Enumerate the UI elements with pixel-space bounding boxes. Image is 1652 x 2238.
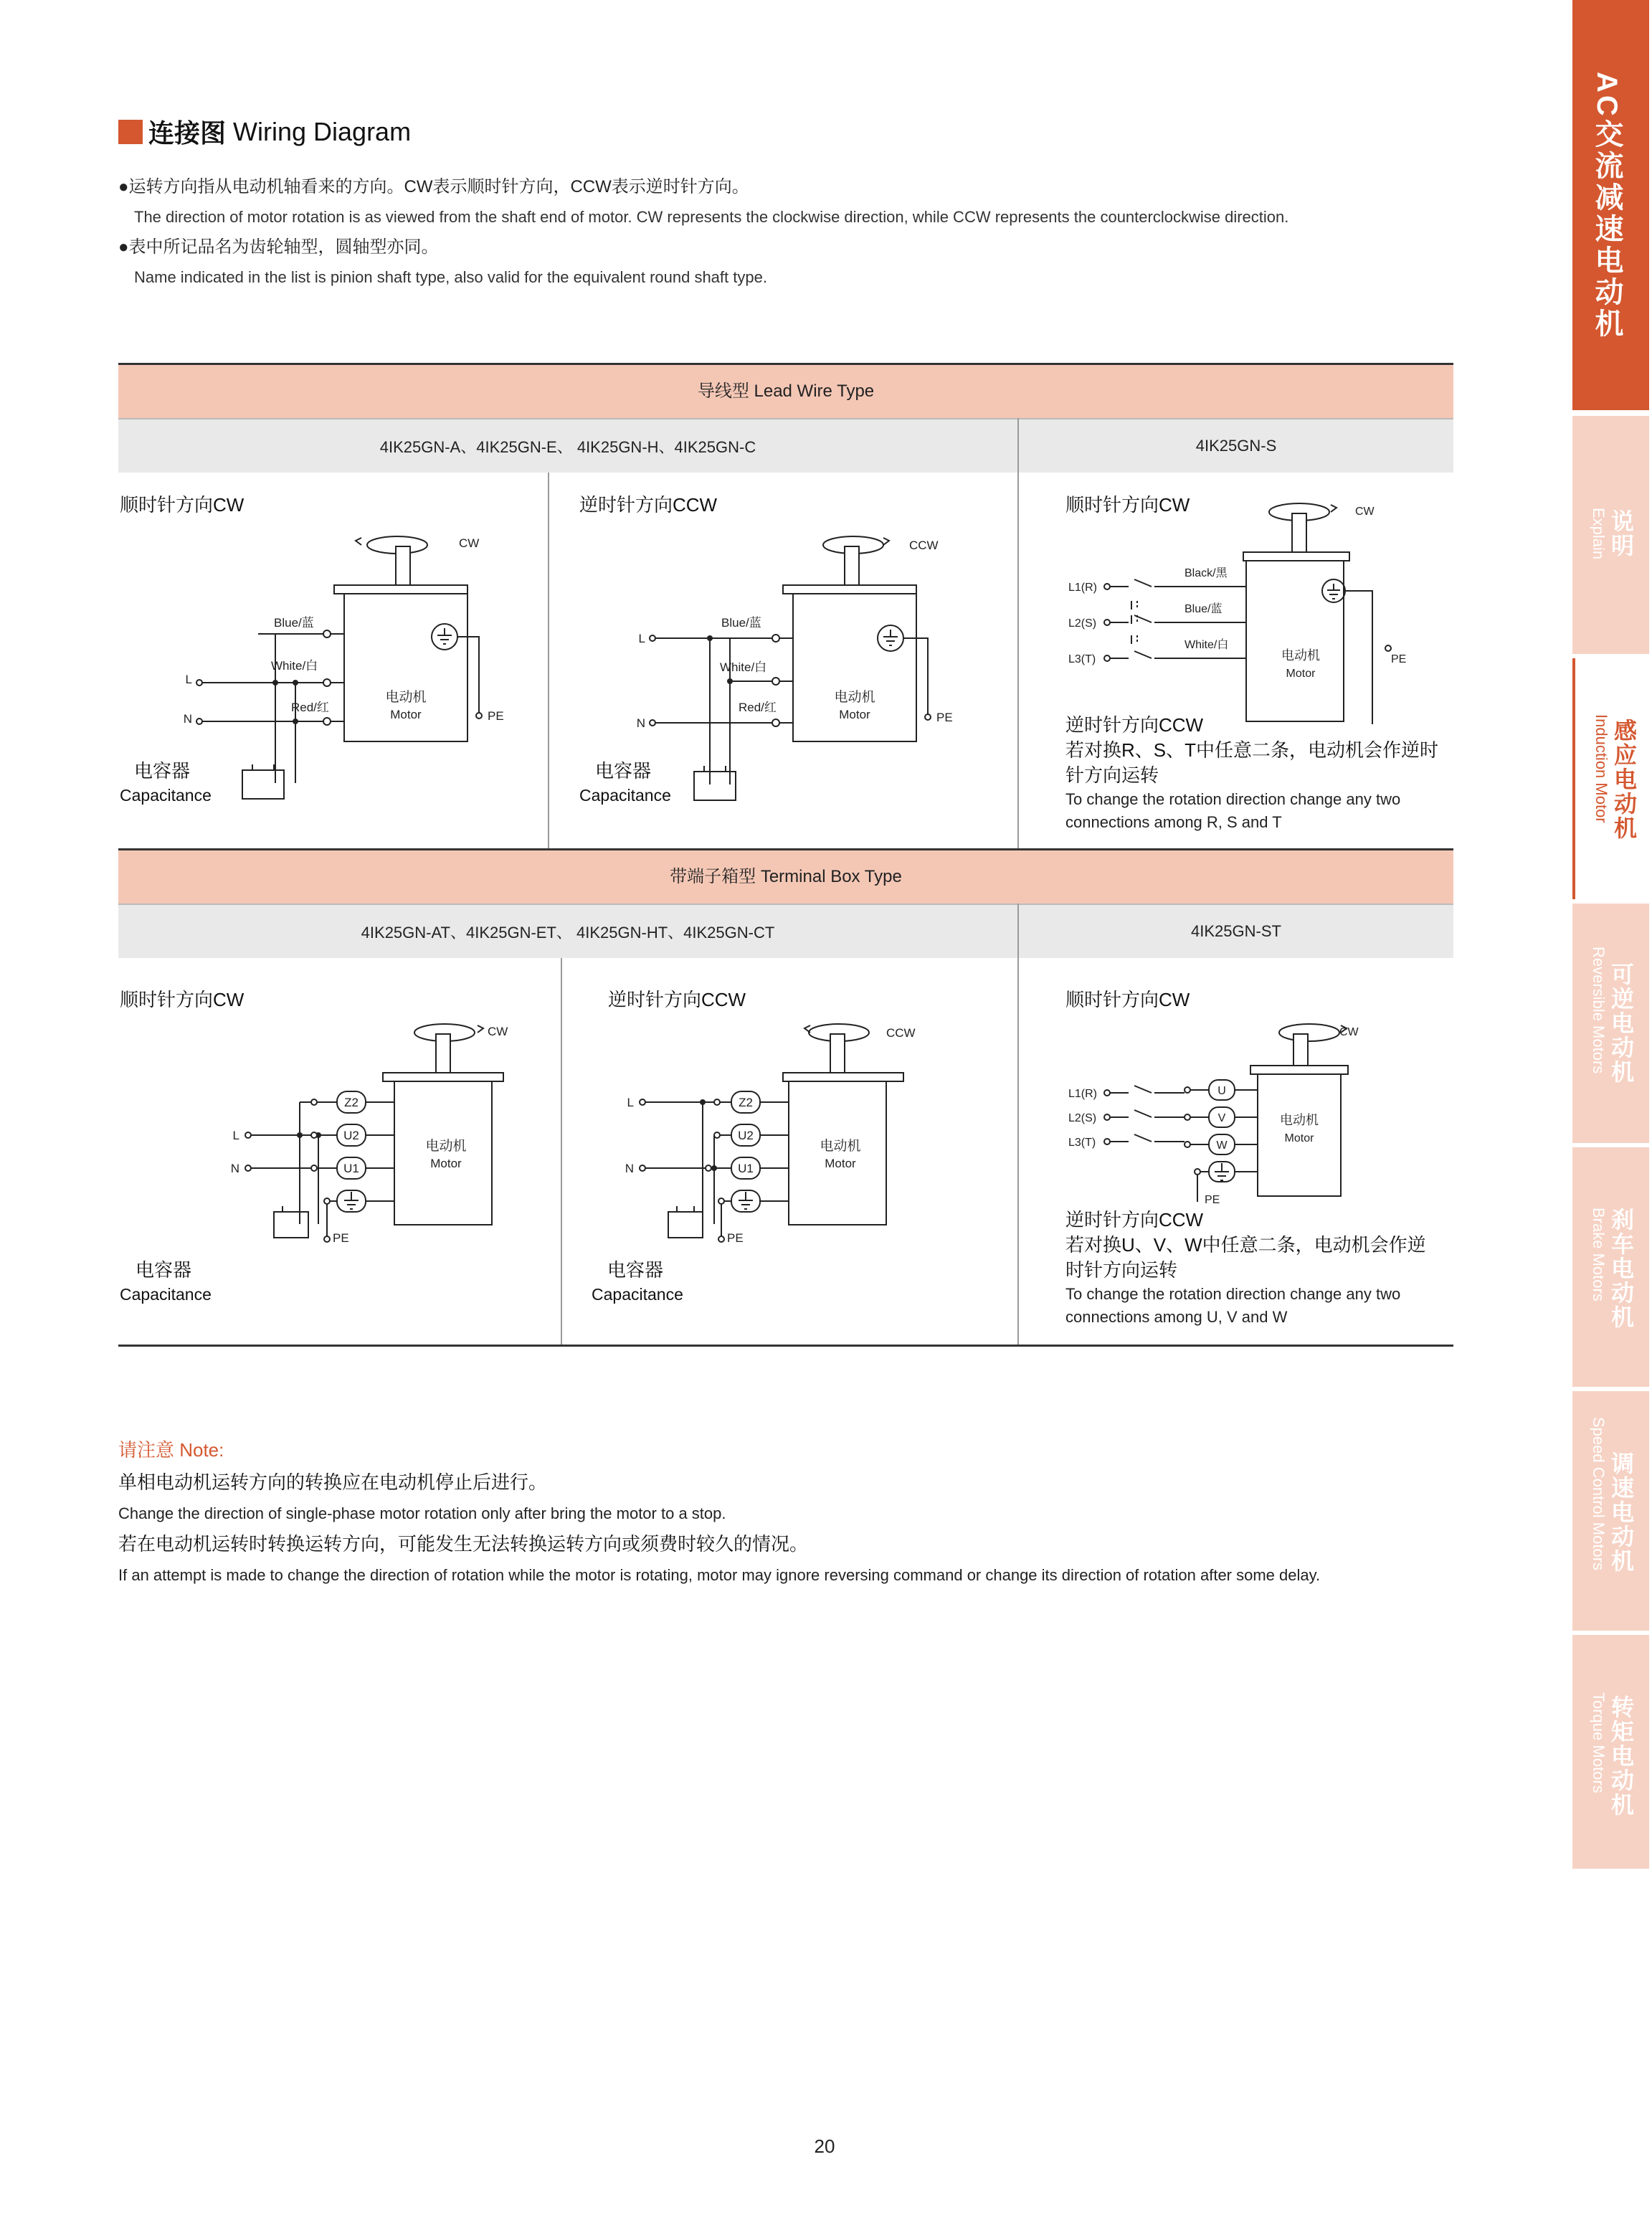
lw-cw-title: 顺时针方向CW (120, 494, 245, 516)
side-tab-label-en: Explain (1590, 508, 1608, 560)
svg-text:CW: CW (1355, 506, 1375, 518)
svg-text:L1(R): L1(R) (1068, 1088, 1098, 1100)
svg-text:Red/红: Red/红 (739, 701, 777, 714)
tb-cw-capacitor-label (120, 1258, 212, 1307)
svg-text:Blue/蓝: Blue/蓝 (721, 616, 761, 630)
section-title (118, 113, 411, 150)
side-tab-explain[interactable] (1572, 416, 1649, 654)
svg-text:N: N (625, 1162, 634, 1175)
side-tab-label-en: Reversible Motors (1590, 947, 1608, 1074)
side-tab-reversible-motors[interactable] (1572, 904, 1649, 1143)
svg-text:U2: U2 (738, 1129, 754, 1142)
terminal-box-models-row (118, 904, 1453, 958)
lw-s-note-en: To change the rotation direction change any two connections among R, S and T (1065, 790, 1401, 831)
terminal-box-cw-diagram (229, 1011, 531, 1255)
svg-text:L: L (185, 673, 192, 686)
capacitor-zh: 电容器 (134, 760, 191, 782)
svg-text:U1: U1 (343, 1162, 359, 1175)
svg-text:Motor: Motor (390, 708, 422, 721)
side-tab-label: 感应电动机 (1611, 719, 1637, 840)
terminal-box-s-diagram (1065, 1011, 1367, 1219)
svg-text:V: V (1217, 1112, 1226, 1124)
svg-text:Motor: Motor (839, 708, 870, 721)
svg-text:PE: PE (488, 709, 504, 723)
svg-text:PE: PE (1205, 1194, 1220, 1206)
capacitor-zh: 电容器 (595, 760, 652, 782)
tb-ccw-title: 逆时针方向CCW (608, 989, 746, 1010)
tb-s-note-zh: 若对换U、V、W中任意二条，电动机会作逆时针方向运转 (1065, 1234, 1426, 1281)
svg-text:Motor: Motor (825, 1157, 856, 1170)
svg-text:CW: CW (1339, 1026, 1359, 1038)
svg-text:L1(R): L1(R) (1068, 582, 1098, 594)
svg-text:电动机: 电动机 (425, 1139, 467, 1154)
capacitor-en: Capacitance (120, 1285, 212, 1304)
divider (561, 958, 562, 1347)
intro-text (118, 172, 1481, 293)
note-body (118, 1467, 1481, 1590)
title-square-icon (118, 120, 143, 144)
tb-s-ccw-title: 逆时针方向CCW (1065, 1209, 1204, 1231)
divider (1017, 418, 1019, 850)
svg-text:Z2: Z2 (344, 1096, 359, 1109)
tb-s-note-en: To change the rotation direction change any two connections among U, V and W (1065, 1285, 1401, 1326)
title-zh: 连接图 (148, 118, 227, 148)
svg-text:PE: PE (333, 1231, 349, 1245)
svg-text:W: W (1216, 1139, 1228, 1152)
svg-text:PE: PE (1391, 653, 1407, 665)
svg-text:CW: CW (459, 536, 480, 550)
lw-s-ccw-note (1065, 713, 1438, 834)
side-tab-torque-motors[interactable] (1572, 1635, 1649, 1869)
side-tab-label-en: Brake Motors (1590, 1208, 1608, 1301)
svg-text:White/白: White/白 (271, 659, 318, 673)
side-tab-label: 调速电动机 (1608, 1451, 1634, 1573)
svg-text:L: L (627, 1096, 634, 1109)
lead-wire-band: 导线型 Lead Wire Type (118, 365, 1453, 418)
side-tab-brake-motors[interactable] (1572, 1147, 1649, 1387)
lw-s-cw-title: 顺时针方向CW (1065, 494, 1190, 516)
tb-cw-title: 顺时针方向CW (120, 989, 245, 1010)
page-number: 20 (814, 2135, 835, 2157)
svg-text:L3(T): L3(T) (1068, 653, 1096, 665)
lw-ccw-capacitor-label (579, 759, 671, 807)
note-line-en: If an attempt is made to change the direction of rotation while the motor is rotating, motor may ignore reversing command or change its direction of rotation after some delay. (118, 1566, 1321, 1584)
side-tab-ac-motor[interactable] (1572, 0, 1649, 410)
svg-text:L2(S): L2(S) (1068, 1112, 1097, 1124)
svg-text:N: N (183, 712, 192, 726)
title-en: Wiring Diagram (233, 116, 412, 146)
side-tab-label-en: Speed Control Motors (1590, 1417, 1608, 1570)
note-line-zh: 若在电动机运转时转换运转方向，可能发生无法转换运转方向或须费时较久的情况。 (118, 1533, 809, 1555)
svg-text:L2(S): L2(S) (1068, 617, 1097, 630)
svg-text:Blue/蓝: Blue/蓝 (1185, 603, 1223, 615)
svg-text:L: L (232, 1129, 239, 1142)
capacitor-en: Capacitance (592, 1285, 683, 1304)
svg-text:L: L (638, 632, 645, 645)
svg-text:White/白: White/白 (1185, 639, 1229, 651)
side-tab-label: 可逆电动机 (1608, 962, 1634, 1084)
lw-ccw-title: 逆时针方向CCW (579, 494, 718, 516)
lead-wire-ccw-diagram (638, 523, 982, 810)
models-single-phase: 4IK25GN-AT、4IK25GN-ET、 4IK25GN-HT、4IK25GN-CT (361, 923, 775, 942)
svg-text:电动机: 电动机 (834, 690, 875, 705)
tb-s-ccw-note (1065, 1208, 1438, 1329)
svg-text:CCW: CCW (886, 1026, 916, 1040)
svg-text:White/白: White/白 (720, 660, 767, 674)
intro-line-zh: ●表中所记品名为齿轮轴型，圆轴型亦同。 (118, 237, 439, 257)
side-tab-label-en: Torque Motors (1590, 1692, 1608, 1793)
svg-text:L3(T): L3(T) (1068, 1137, 1096, 1149)
models-three-phase: 4IK25GN-S (1195, 437, 1277, 455)
note-line-zh: 单相电动机运转方向的转换应在电动机停止后进行。 (118, 1471, 548, 1493)
svg-text:Red/红: Red/红 (291, 701, 329, 714)
table-bottom-rule (118, 1345, 1453, 1347)
svg-text:电动机: 电动机 (1281, 648, 1320, 663)
note-heading: 请注意 Note: (118, 1439, 224, 1461)
svg-text:电动机: 电动机 (1280, 1113, 1319, 1127)
side-tab-label: 转矩电动机 (1608, 1695, 1634, 1817)
models-three-phase: 4IK25GN-ST (1191, 922, 1281, 940)
side-tab-label: 说明 (1608, 509, 1634, 558)
lead-wire-cw-diagram (183, 523, 516, 810)
svg-text:U2: U2 (343, 1129, 359, 1142)
svg-text:电动机: 电动机 (385, 690, 427, 705)
models-single-phase: 4IK25GN-A、4IK25GN-E、 4IK25GN-H、4IK25GN-C (379, 437, 756, 456)
svg-text:U1: U1 (738, 1162, 754, 1175)
tb-s-cw-title: 顺时针方向CW (1065, 989, 1190, 1010)
svg-text:U: U (1217, 1085, 1226, 1097)
lw-s-ccw-title: 逆时针方向CCW (1065, 714, 1204, 736)
terminal-box-band: 带端子箱型 Terminal Box Type (118, 850, 1453, 904)
lead-wire-models-row (118, 418, 1453, 473)
svg-text:N: N (636, 716, 645, 730)
lead-wire-s-diagram (1065, 495, 1438, 731)
side-tab-speed-control-motors[interactable] (1572, 1391, 1649, 1631)
tb-ccw-capacitor-label (592, 1258, 683, 1307)
capacitor-zh: 电容器 (136, 1259, 192, 1281)
divider (1017, 904, 1019, 1347)
lw-cw-capacitor-label (120, 759, 212, 807)
side-tab-label: AC交流减速电动机 (1591, 72, 1623, 340)
svg-text:CCW: CCW (909, 539, 939, 552)
intro-line-zh: ●运转方向指从电动机轴看来的方向。CW表示顺时针方向，CCW表示逆时针方向。 (118, 177, 749, 196)
svg-text:Motor: Motor (1286, 668, 1316, 680)
side-tab-label-en: Induction Motor (1592, 714, 1610, 823)
intro-line-en: The direction of motor rotation is as viewed from the shaft end of motor. CW represents the clockwise direction, while CCW represents the counterclockwise direction. (134, 208, 1289, 226)
svg-text:PE: PE (727, 1231, 744, 1245)
svg-text:Motor: Motor (430, 1157, 462, 1170)
divider (548, 473, 549, 850)
capacitor-zh: 电容器 (607, 1259, 664, 1281)
terminal-box-ccw-diagram (624, 1011, 925, 1255)
capacitor-en: Capacitance (120, 786, 212, 805)
side-tab-induction-motor[interactable] (1572, 658, 1652, 899)
svg-text:CW: CW (488, 1025, 508, 1038)
svg-text:Motor: Motor (1284, 1132, 1314, 1144)
capacitor-en: Capacitance (579, 786, 671, 805)
svg-text:N: N (230, 1162, 239, 1175)
lw-s-note-zh: 若对换R、S、T中任意二条，电动机会作逆时针方向运转 (1065, 739, 1439, 786)
intro-line-en: Name indicated in the list is pinion shaft type, also valid for the equivalent round shaft type. (134, 268, 767, 286)
side-tab-label: 刹车电动机 (1608, 1208, 1634, 1329)
svg-text:电动机: 电动机 (820, 1139, 861, 1154)
svg-text:Black/黑: Black/黑 (1185, 567, 1228, 579)
svg-text:Z2: Z2 (739, 1096, 753, 1109)
svg-text:Blue/蓝: Blue/蓝 (274, 616, 314, 630)
note-line-en: Change the direction of single-phase motor rotation only after bring the motor to a stop. (118, 1504, 726, 1522)
svg-text:PE: PE (936, 711, 953, 724)
